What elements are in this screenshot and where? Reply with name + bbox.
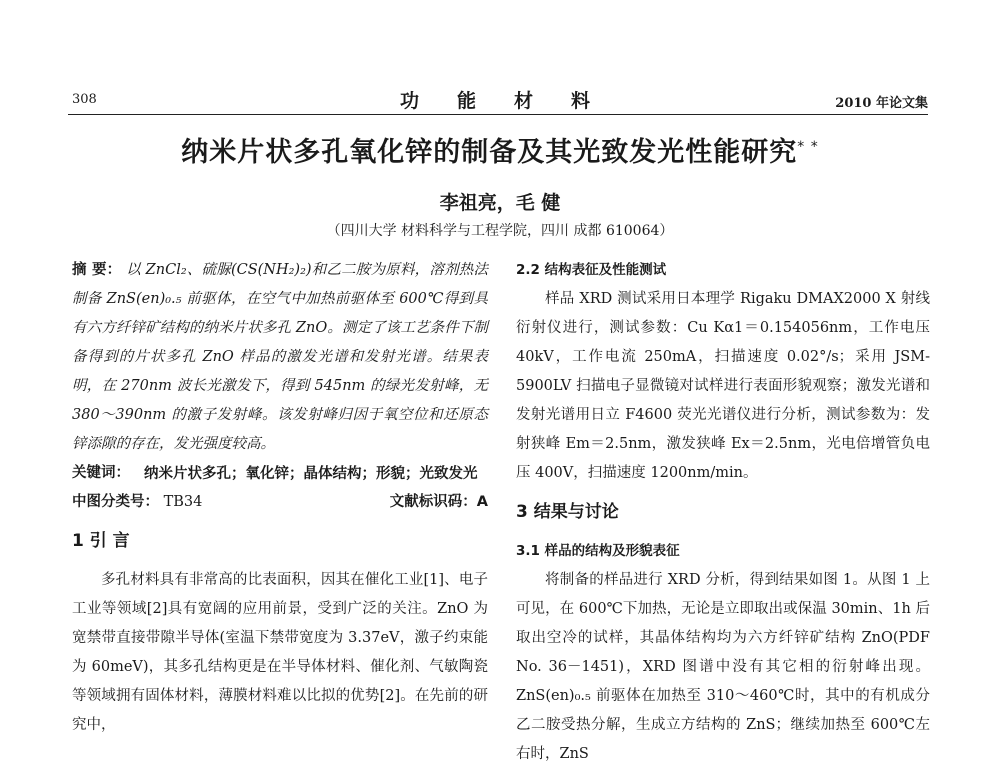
classification-code: TB34 bbox=[163, 494, 203, 510]
title-text: 纳米片状多孔氧化锌的制备及其光致发光性能研究 bbox=[181, 137, 798, 168]
section-3-1-heading: 3.1 样品的结构及形貌表征 bbox=[516, 543, 680, 559]
keywords bbox=[72, 459, 488, 488]
volume-label: 2010 年论文集 bbox=[835, 96, 928, 111]
left-column bbox=[72, 256, 488, 740]
right-column bbox=[516, 256, 930, 769]
affiliation: （四川大学 材料科学与工程学院，四川 成都 610064） bbox=[326, 223, 674, 239]
section-3-1-text: 将制备的样品进行 XRD 分析，得到结果如图 1。从图 1 上可见，在 600℃下加热，无论是立即取出或保温 30min、1h 后取出空冷的试样，其晶体结构均为六方纤锌矿结构 ZnO(PDF No. 36－1451)，XRD 图谱中没有其它相的衍射峰出现。ZnS(en)₀.₅ 前驱体在加热至 310～460℃时，其中的有机成分乙二胺受热分解，生成立方结构的 ZnS；继续加热至 600℃左右时，ZnS bbox=[516, 572, 930, 762]
classification-row bbox=[72, 488, 488, 517]
intro-heading: 1 引 言 bbox=[72, 531, 130, 551]
section-2-2-heading: 2.2 结构表征及性能测试 bbox=[516, 262, 667, 278]
abstract-text: 以 ZnCl₂、硫脲(CS(NH₂)₂)和乙二胺为原料，溶剂热法制备 ZnS(en)₀.₅ 前驱体，在空气中加热前驱体至 600℃得到具有六方纤锌矿结构的纳米片状多孔 ZnO。测定了该工艺条件下制备得到的片状多孔 ZnO 样品的激发光谱和发射光谱。结果表明，在 270nm 波长光激发下，得到 545nm 的绿光发射峰，无 380～390nm 的激子发射峰。该发射峰归因于氧空位和还原态锌添隙的存在，发光强度较高。 bbox=[72, 262, 488, 452]
intro-text: 多孔材料具有非常高的比表面积，因其在催化工业[1]、电子工业等领域[2]具有宽阔的应用前景，受到广泛的关注。ZnO 为宽禁带直接带隙半导体(室温下禁带宽度为 3.37eV，激子约束能为 60meV)，其多孔结构更是在半导体材料、催化剂、气敏陶瓷等领域拥有固体材料，薄膜材料难以比拟的优势[2]。在先前的研究中， bbox=[72, 572, 488, 733]
title-footnote-mark: * * bbox=[797, 139, 819, 155]
keywords-text: 纳米片状多孔；氧化锌；晶体结构；形貌；光致发光 bbox=[144, 465, 478, 482]
header-rule bbox=[68, 114, 928, 115]
keywords-label: 关键词： bbox=[72, 465, 130, 481]
abstract bbox=[72, 256, 488, 459]
classification-label: 中图分类号： bbox=[72, 494, 159, 510]
article-title bbox=[0, 130, 1000, 169]
abstract-label: 摘 要： bbox=[72, 262, 122, 278]
journal-name: 功能材料 bbox=[400, 90, 629, 112]
classification bbox=[72, 488, 202, 517]
document-code: 文献标识码：A bbox=[389, 494, 488, 510]
authors: 李祖亮，毛 健 bbox=[439, 192, 561, 214]
page-number: 308 bbox=[72, 92, 97, 107]
section-3-heading: 3 结果与讨论 bbox=[516, 502, 619, 522]
section-2-2-text: 样品 XRD 测试采用日本理学 Rigaku DMAX2000 X 射线衍射仪进行，测试参数：Cu Kα1＝0.154056nm，工作电压 40kV，工作电流 250mA，扫描速度 0.02°/s；采用 JSM-5900LV 扫描电子显微镜对试样进行表面形貌观察；激发光谱和发射光谱用日立 F4600 荧光光谱仪进行分析，测试参数为：发射狭峰 Em＝2.5nm，激发狭峰 Ex＝2.5nm，光电倍增管负电压 400V，扫描速度 1200nm/min。 bbox=[516, 291, 930, 481]
